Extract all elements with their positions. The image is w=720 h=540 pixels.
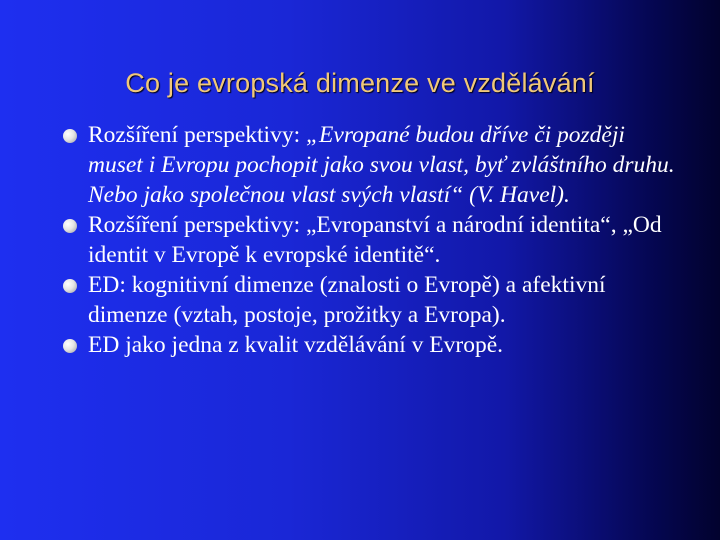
- bullet-text: ED jako jedna z kvalit vzdělávání v Evropě.: [88, 332, 504, 358]
- bullet-list: [0, 120, 720, 360]
- bullet-text: ED: kognitivní dimenze (znalosti o Evropě) a afektivní dimenze (vztah, postoje, prožitky a Evropa).: [88, 272, 606, 328]
- bullet-item-2: [0, 210, 720, 270]
- bullet-text-quote: „Evropané budou dříve či později muset i Evropu pochopit jako svou vlast, byť zvláštního druhu. Nebo jako společnou vlast svých vlastí“ (V. Havel).: [88, 122, 675, 208]
- bullet-item-4: [0, 330, 720, 360]
- bullet-dot-icon: [63, 279, 77, 293]
- slide-title: Co je evropská dimenze ve vzdělávání: [125, 68, 595, 98]
- bullet-text-lead: Rozšíření perspektivy:: [88, 122, 306, 148]
- bullet-item-1: [0, 120, 720, 210]
- bullet-dot-icon: [63, 129, 77, 143]
- bullet-text: Rozšíření perspektivy: „Evropanství a národní identita“, „Od identit v Evropě k evropské identitě“.: [88, 212, 662, 268]
- bullet-dot-icon: [63, 219, 77, 233]
- bullet-dot-icon: [63, 339, 77, 353]
- bullet-item-3: [0, 270, 720, 330]
